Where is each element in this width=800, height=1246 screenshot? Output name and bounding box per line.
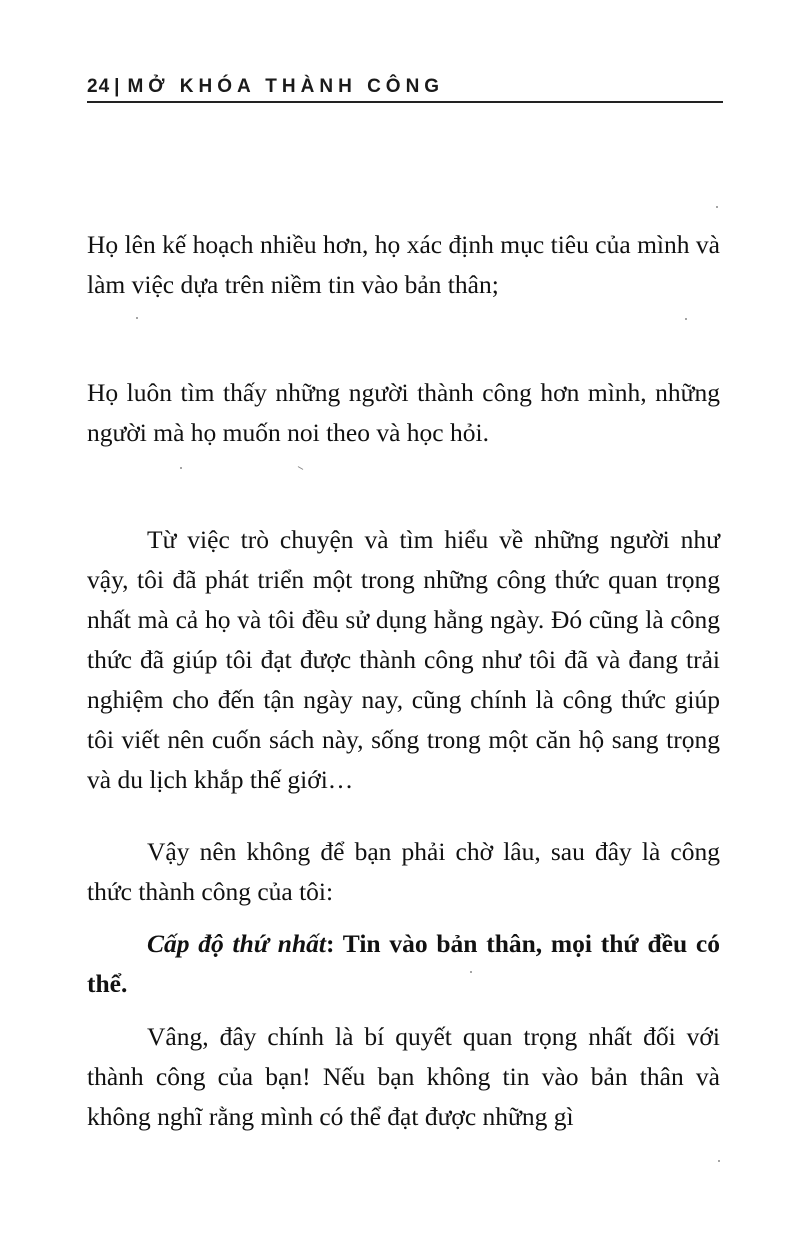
level-one-text: : Tin vào bản thân, mọi thứ đều có thể. [87, 929, 720, 998]
book-title: MỞ KHÓA THÀNH CÔNG [127, 76, 445, 97]
scan-speck [470, 971, 472, 973]
page-number: 24 [87, 76, 111, 97]
scan-speck [298, 466, 304, 470]
header-separator: | [114, 76, 120, 97]
header-rule [87, 101, 723, 103]
paragraph-5-heading [87, 924, 720, 1004]
running-head [87, 74, 723, 100]
scan-speck [136, 317, 138, 319]
level-one-label: Cấp độ thứ nhất [147, 929, 326, 958]
paragraph-2: Họ luôn tìm thấy những người thành công hơn mình, những người mà họ muốn noi theo và học hỏi. [87, 378, 720, 447]
paragraph-4: Vậy nên không để bạn phải chờ lâu, sau đây là công thức thành công của tôi: [87, 837, 720, 906]
scan-speck [718, 1160, 720, 1162]
scan-speck [180, 467, 182, 469]
paragraph-6: Vâng, đây chính là bí quyết quan trọng nhất đối với thành công của bạn! Nếu bạn không tin vào bản thân và không nghĩ rằng mình có thể đạt được những gì [87, 1022, 720, 1131]
scan-speck [685, 318, 687, 320]
paragraph-1: Họ lên kế hoạch nhiều hơn, họ xác định mục tiêu của mình và làm việc dựa trên niềm tin vào bản thân; [87, 230, 720, 299]
scan-speck [716, 206, 718, 208]
paragraph-3: Từ việc trò chuyện và tìm hiểu về những người như vậy, tôi đã phát triển một trong những công thức quan trọng nhất mà cả họ và tôi đều sử dụng hằng ngày. Đó cũng là công thức đã giúp tôi đạt được thành công như tôi đã và đang trải nghiệm cho đến tận ngày nay, cũng chính là công thức giúp tôi viết nên cuốn sách này, sống trong một căn hộ sang trọng và du lịch khắp thế giới… [87, 525, 720, 794]
